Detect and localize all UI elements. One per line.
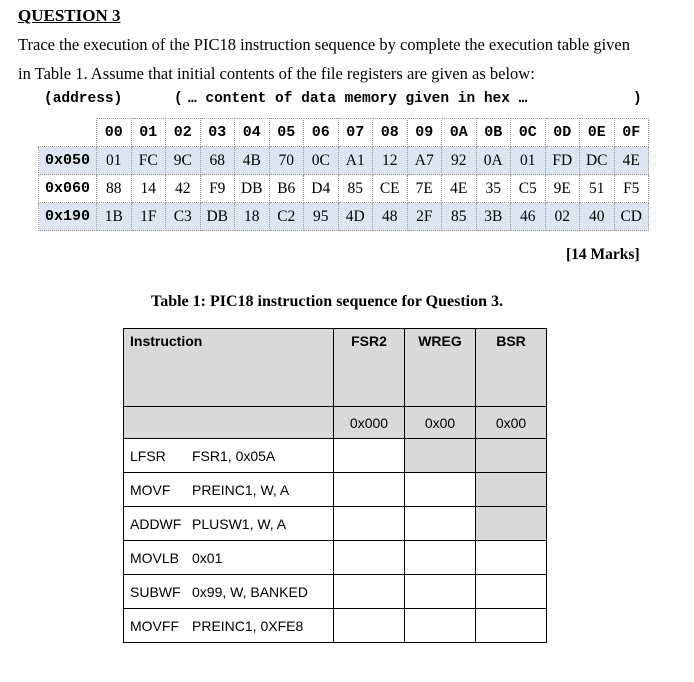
answer-cell-bsr[interactable]: [476, 609, 547, 643]
instruction-table: [123, 328, 547, 643]
memory-cell: 9E: [545, 175, 580, 203]
memory-cell: 4E: [614, 147, 649, 175]
memory-table-row: [39, 175, 649, 203]
answer-cell-bsr[interactable]: [476, 575, 547, 609]
memory-cell: 14: [131, 175, 166, 203]
memory-cell: 70: [269, 147, 304, 175]
memory-cell: DC: [580, 147, 615, 175]
memory-cell: FD: [545, 147, 580, 175]
instruction-mnemonic: MOVF: [130, 481, 171, 498]
memory-table-header-row: [39, 119, 649, 147]
instruction-row: [124, 575, 547, 609]
memory-cell: C2: [269, 203, 304, 231]
instruction-row: [124, 473, 547, 507]
memory-cell: 01: [97, 147, 132, 175]
memory-cell: 7E: [407, 175, 442, 203]
memory-table-corner: [39, 119, 97, 147]
memory-column-header: 00: [97, 119, 132, 147]
memory-column-header: 0A: [442, 119, 477, 147]
instruction-cell: [124, 609, 334, 643]
instruction-cell: [124, 575, 334, 609]
question-text-line-2: in Table 1. Assume that initial contents of the file registers are given as below:: [18, 64, 535, 83]
memory-cell: 4B: [235, 147, 270, 175]
header-instruction: Instruction: [124, 329, 334, 407]
memory-cell: 48: [373, 203, 408, 231]
instruction-operands: PREINC1, W, A: [192, 481, 290, 498]
answer-cell-fsr2[interactable]: [334, 473, 405, 507]
memory-column-header: 0C: [511, 119, 546, 147]
initial-values-row: [124, 407, 547, 439]
memory-cell: 1B: [97, 203, 132, 231]
memory-row-address: 0x190: [39, 203, 97, 231]
memory-cell: A7: [407, 147, 442, 175]
memory-column-header: 02: [166, 119, 201, 147]
memory-cell: DB: [200, 203, 235, 231]
address-content-label: … content of data memory given in hex …: [188, 91, 528, 107]
memory-cell: 0C: [304, 147, 339, 175]
answer-cell-wreg[interactable]: [405, 439, 476, 473]
answer-cell-bsr[interactable]: [476, 541, 547, 575]
memory-cell: C5: [511, 175, 546, 203]
memory-column-header: 06: [304, 119, 339, 147]
memory-cell: D4: [304, 175, 339, 203]
answer-cell-fsr2[interactable]: [334, 507, 405, 541]
memory-cell: C3: [166, 203, 201, 231]
initial-wreg: 0x00: [405, 407, 476, 439]
memory-column-header: 0E: [580, 119, 615, 147]
instruction-cell: [124, 473, 334, 507]
instruction-operands: FSR1, 0x05A: [192, 447, 276, 464]
memory-column-header: 08: [373, 119, 408, 147]
memory-column-header: 04: [235, 119, 270, 147]
memory-cell: 4E: [442, 175, 477, 203]
answer-cell-bsr[interactable]: [476, 439, 547, 473]
instruction-operands: 0x01: [192, 549, 223, 566]
instruction-mnemonic: MOVLB: [130, 549, 180, 566]
answer-cell-wreg[interactable]: [405, 473, 476, 507]
answer-cell-bsr[interactable]: [476, 473, 547, 507]
instruction-mnemonic: LFSR: [130, 447, 166, 464]
memory-cell: FC: [131, 147, 166, 175]
memory-cell: 3B: [476, 203, 511, 231]
memory-cell: 9C: [166, 147, 201, 175]
instruction-cell: [124, 541, 334, 575]
memory-column-header: 0B: [476, 119, 511, 147]
table-caption: Table 1: PIC18 instruction sequence for Question 3.: [151, 293, 504, 310]
instruction-cell: [124, 439, 334, 473]
header-fsr2: FSR2: [334, 329, 405, 407]
answer-cell-wreg[interactable]: [405, 507, 476, 541]
memory-column-header: 01: [131, 119, 166, 147]
instruction-row: [124, 609, 547, 643]
memory-cell: 85: [442, 203, 477, 231]
memory-cell: 40: [580, 203, 615, 231]
answer-cell-fsr2[interactable]: [334, 609, 405, 643]
header-bsr: BSR: [476, 329, 547, 407]
instruction-mnemonic: MOVFF: [130, 617, 179, 634]
address-close-paren: ): [633, 91, 642, 107]
instruction-operands: PLUSW1, W, A: [192, 515, 287, 532]
memory-cell: 68: [200, 147, 235, 175]
instruction-operands: PREINC1, 0XFE8: [192, 617, 304, 634]
memory-cell: 1F: [131, 203, 166, 231]
memory-cell: 85: [338, 175, 373, 203]
memory-cell: 46: [511, 203, 546, 231]
question-heading: QUESTION 3: [18, 6, 121, 25]
memory-column-header: 09: [407, 119, 442, 147]
memory-column-header: 07: [338, 119, 373, 147]
memory-cell: 92: [442, 147, 477, 175]
memory-cell: CD: [614, 203, 649, 231]
answer-cell-fsr2[interactable]: [334, 541, 405, 575]
memory-cell: F9: [200, 175, 235, 203]
answer-cell-bsr[interactable]: [476, 507, 547, 541]
memory-column-header: 0F: [614, 119, 649, 147]
instruction-row: [124, 439, 547, 473]
memory-cell: 95: [304, 203, 339, 231]
memory-column-header: 0D: [545, 119, 580, 147]
memory-table-row: [39, 147, 649, 175]
memory-table: [38, 118, 649, 231]
memory-column-header: 05: [269, 119, 304, 147]
memory-row-address: 0x050: [39, 147, 97, 175]
instruction-mnemonic: SUBWF: [130, 583, 181, 600]
memory-cell: A1: [338, 147, 373, 175]
address-open-paren: (: [174, 91, 183, 107]
memory-cell: 88: [97, 175, 132, 203]
marks-label: [14 Marks]: [566, 246, 640, 263]
memory-cell: 51: [580, 175, 615, 203]
instruction-row: [124, 541, 547, 575]
memory-cell: B6: [269, 175, 304, 203]
memory-cell: 4D: [338, 203, 373, 231]
memory-cell: F5: [614, 175, 649, 203]
memory-cell: 02: [545, 203, 580, 231]
address-label: (address): [44, 91, 123, 107]
instruction-operands: 0x99, W, BANKED: [192, 583, 308, 600]
initial-fsr2: 0x000: [334, 407, 405, 439]
answer-cell-fsr2[interactable]: [334, 575, 405, 609]
memory-cell: CE: [373, 175, 408, 203]
memory-cell: 35: [476, 175, 511, 203]
initial-instruction-cell: [124, 407, 334, 439]
memory-cell: 01: [511, 147, 546, 175]
memory-cell: 0A: [476, 147, 511, 175]
answer-cell-wreg[interactable]: [405, 575, 476, 609]
answer-cell-fsr2[interactable]: [334, 439, 405, 473]
question-text-line-1: Trace the execution of the PIC18 instruction sequence by complete the execution table given: [18, 35, 630, 54]
answer-cell-wreg[interactable]: [405, 609, 476, 643]
memory-cell: 12: [373, 147, 408, 175]
instruction-row: [124, 507, 547, 541]
memory-cell: 42: [166, 175, 201, 203]
memory-cell: DB: [235, 175, 270, 203]
memory-column-header: 03: [200, 119, 235, 147]
memory-cell: 2F: [407, 203, 442, 231]
memory-row-address: 0x060: [39, 175, 97, 203]
memory-cell: 18: [235, 203, 270, 231]
answer-cell-wreg[interactable]: [405, 541, 476, 575]
initial-bsr: 0x00: [476, 407, 547, 439]
instruction-mnemonic: ADDWF: [130, 515, 182, 532]
instruction-cell: [124, 507, 334, 541]
memory-table-row: [39, 203, 649, 231]
header-wreg: WREG: [405, 329, 476, 407]
instruction-table-header-row: [124, 329, 547, 407]
